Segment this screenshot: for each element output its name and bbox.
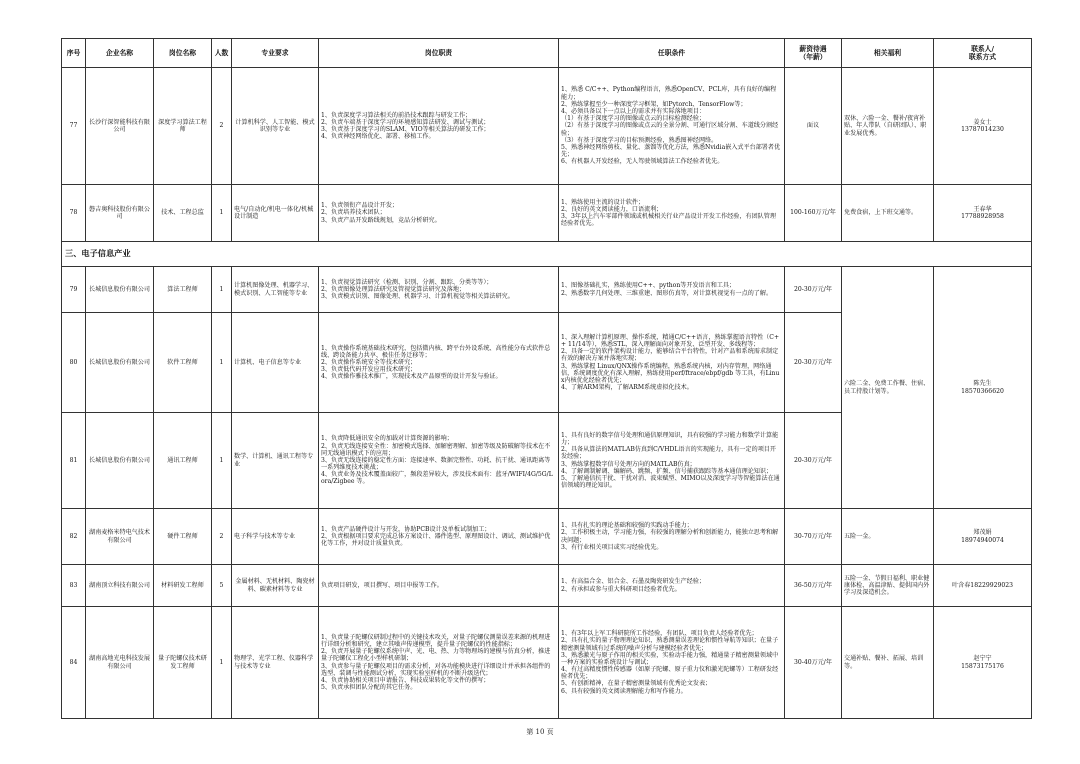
row-duties: 1、负责操作系统基础技术研究，包括微内核、跨平台外设系统、高性能分布式软件总线、跨设备能力共享、极佳任务迁移等； 2、负责操作系统安全等技术研究； 3、负责低代码开发应用技术研究； 4、负责操作雅技术推广，实现技术及产品原型的设计开发与验证。 <box>319 313 559 413</box>
row-count: 1 <box>212 413 232 509</box>
row-salary: 20-30万元/年 <box>785 313 842 413</box>
row-company: 长城信息股份有限公司 <box>86 313 154 413</box>
row-salary: 36-50万元/年 <box>785 565 842 607</box>
row-duties: 1、负责量子陀螺仪研制过程中的关键技术攻关，对量子陀螺仪测量误差来源的机理进行详细分析和研究，建立其噪声传递模型，提升量子陀螺仪的性能指标； 2、负责开展量子陀螺仪系统中声、光、电、热、力等物理场的建模与仿真分析，推进量子陀螺仪工程化小型样机研制； 3、负责参与量子陀螺仪项目的需求分析，对各功能模块进行详细设计并承担各组件的选型、装调与性能测试分析，实现实验室样机的不断升级迭代； 4、负责协助相关项目申请报告、科技成果转化等文件的撰写； 5、负责承担团队分配的其它任务。 <box>319 607 559 719</box>
row-no: 84 <box>62 607 86 719</box>
row-position: 深度学习算法工程师 <box>154 68 212 185</box>
row-benefits: 交通补贴、餐补、拓展、培训等。 <box>842 607 934 719</box>
header-no: 序号 <box>62 39 86 68</box>
row-company: 湖南麦格米特电气技术有限公司 <box>86 509 154 565</box>
row-requirements: 1、深入理解计算机原理、操作系统，精通C/C++语言，熟练掌握语言特性（C++ 11/14等），熟悉STL，深入理解面向对象开发、泛型开发、多线程等； 2、具备一定的软件架构设计能力，能够结合平台特性，针对产品和系统需求制定有效的解决方案并落地实现； 3、熟练掌握 Linux/QNX操作系统编程，熟悉系统内核，对内存管理，网络通信，系统调度优化有深入理解，熟练使用perf/ftrace/ebpf/gdb 等工具，有Linux内核优化经验者优先； 4、了解ARM架构，了解ARM系统虚拟化技术。 <box>559 313 785 413</box>
row-requirements: 1、有高温合金、铝合金、石墨及陶瓷研发生产经验； 2、有承担或参与重大科研项目经验者优先。 <box>559 565 785 607</box>
row-company: 长城信息股份有限公司 <box>86 413 154 509</box>
header-benefits: 相关福利 <box>842 39 934 68</box>
row-position: 量子陀螺仪技术研发工程师 <box>154 607 212 719</box>
job-table <box>61 38 1032 719</box>
row-major: 数学、计算机、通讯工程等专业 <box>232 413 319 509</box>
row-no: 82 <box>62 509 86 565</box>
row-duties: 1、负责领衔产品设计开发； 2、负责培养技术团队； 3、负责产品开发路线规划，竞品分析研究。 <box>319 185 559 242</box>
table-row <box>62 185 1032 242</box>
row-major: 金属材料、无机材料、陶瓷材料、碳素材料等专业 <box>232 565 319 607</box>
row-salary: 30-40万元/年 <box>785 607 842 719</box>
row-major: 计算机图像处理、机器学习、模式识别、人工智能等专业 <box>232 267 319 313</box>
row-contact: 王春华 17788928958 <box>934 185 1032 242</box>
row-no: 80 <box>62 313 86 413</box>
page-number: 第 10 页 <box>526 728 554 736</box>
row-position: 材料研发工程师 <box>154 565 212 607</box>
row-salary: 20-30万元/年 <box>785 413 842 509</box>
header-duties: 岗位职责 <box>319 39 559 68</box>
row-count: 1 <box>212 313 232 413</box>
table-row <box>62 607 1032 719</box>
row-company: 长城信息股份有限公司 <box>86 267 154 313</box>
row-salary: 20-30万元/年 <box>785 267 842 313</box>
header-position: 岗位名称 <box>154 39 212 68</box>
row-contact: 姜女士 13787014230 <box>934 68 1032 185</box>
row-benefits: 免费食宿，上下班交通等。 <box>842 185 934 242</box>
row-duties: 1、负责降低通讯安全的加载对计算资源的影响； 2、负责无线连接安全性：加密模式选择、加解密理解、加密等级及防破解等技术在不同无线通讯模式下的应用； 3、负责无线连接的稳定性方面：连接速率、数据完整性、功耗、抗干扰、通讯距离等一系列维度技术挑战； 4、负责业务及技术覆盖面较广，频段差异较大，涉及技术面有：蓝牙/WIFI/4G/5G/Lora/Zigbee 等。 <box>319 413 559 509</box>
header-major: 专业要求 <box>232 39 319 68</box>
row-company: 湖南顶立科技有限公司 <box>86 565 154 607</box>
row-count: 1 <box>212 267 232 313</box>
row-count: 2 <box>212 509 232 565</box>
header-requirements: 任职条件 <box>559 39 785 68</box>
document-page <box>61 38 1031 719</box>
row-major: 电气/自动化/机电一体化/机械设计制造 <box>232 185 319 242</box>
row-major: 计算机、电子信息等专业 <box>232 313 319 413</box>
row-count: 1 <box>212 607 232 719</box>
header-contact: 联系人/ 联系方式 <box>934 39 1032 68</box>
row-duties: 1、负责深度学习算法相关的前沿技术跟踪与研发工作； 2、负责车端基于深度学习的环境感知算法研发、调试与测试； 3、负责基于深度学习的SLAM、VIO等相关算法的研发工作； 4、负责神经网络优化、部署、移植工作。 <box>319 68 559 185</box>
row-contact: 叶含春18229929023 <box>934 565 1032 607</box>
row-company: 长沙行深智能科技有限公司 <box>86 68 154 185</box>
row-benefits: 五险一金、节假日福利、职业健康体检、高温津贴、提供国内外学习及深造机会。 <box>842 565 934 607</box>
row-duties: 1、负责产品硬件设计与开发，协助PCB设计及单板试制加工； 2、负责根据项目要求完成总体方案设计、器件选型、原理图设计、调试、测试维护优化等工作，并对设计质量负责。 <box>319 509 559 565</box>
row-requirements: 1、熟悉 C/C++、Python编程语言，熟悉OpenCV、PCL库，具有良好的编程能力； 2、熟练掌握至少一种深度学习框架，如Pytorch、TensorFlow等； 4、必须具备以下一点以上的需求并有实际落地项目： （1）有基于深度学习的图像或点云的目标检测经验； （2）有基于深度学习的图像或点云的全景分割、可通行区域分割、车道线分割经验； （3）有基于深度学习的目标预测经验，熟悉图神经网络。 5、熟悉神经网络剪枝、量化、蒸馏等优化方法，熟悉Nvidia嵌入式平台部署者优先； 6、有机器人开发经验，无人驾驶领域算法工作经验者优先。 <box>559 68 785 185</box>
row-company: 湖南高地光电科技发展有限公司 <box>86 607 154 719</box>
row-count: 5 <box>212 565 232 607</box>
row-position: 软件工程师 <box>154 313 212 413</box>
row-count: 2 <box>212 68 232 185</box>
row-no: 77 <box>62 68 86 185</box>
row-position: 硬件工程师 <box>154 509 212 565</box>
header-salary: 薪资待遇 （年薪） <box>785 39 842 68</box>
section-row <box>62 242 1032 267</box>
row-benefits: 五险一金。 <box>842 509 934 565</box>
row-major: 电子科学与技术等专业 <box>232 509 319 565</box>
row-requirements: 1、图像基础扎实，熟练使用C++、python等开发语言和工具； 2、熟悉数字几何处理、三维重建、图形仿真等，对计算机视觉有一点的了解。 <box>559 267 785 313</box>
row-benefits: 双休、六险一金、餐补/夜宵补贴、年人带队（自研团队）、职业发展优秀。 <box>842 68 934 185</box>
row-no: 78 <box>62 185 86 242</box>
table-row <box>62 565 1032 607</box>
header-row <box>62 39 1032 68</box>
row-no: 81 <box>62 413 86 509</box>
row-position: 算法工程师 <box>154 267 212 313</box>
row-duties: 负责项目研发，项目撰写、项目申报等工作。 <box>319 565 559 607</box>
row-position: 通讯工程师 <box>154 413 212 509</box>
row-count: 1 <box>212 185 232 242</box>
table-row <box>62 68 1032 185</box>
row-requirements: 1、具有良好的数字信号处理和通信原理知识，具有较强的学习能力和数学计算能力； 2、具备从算法的MATLAB仿真到C/VHDL语言的实现能力，具有一定的项目开发经验； 3、熟练掌握数字信号处理方向的MATLAB仿真； 4、了解调制解调、编解码、跳频、扩频、信号捕获跟踪等基本通信理论知识； 5、了解通信抗干扰、干扰对消、波束赋型、MIMO以及深度学习等智能算法在通信领域的理论知识。 <box>559 413 785 509</box>
row-no: 83 <box>62 565 86 607</box>
row-major: 物理学、光学工程、仪器科学与技术等专业 <box>232 607 319 719</box>
row-company: 磐吉奥科技股份有限公司 <box>86 185 154 242</box>
row-position: 技术、工程总监 <box>154 185 212 242</box>
header-count: 人数 <box>212 39 232 68</box>
header-company: 企业名称 <box>86 39 154 68</box>
table-row <box>62 267 1032 313</box>
row-requirements: 1、具有扎实的理论基础和较强的实践动手能力； 2、工作积极主动，学习能力强，有较强的理解分析和创新能力，能独立思考和解决问题； 3、有行业相关项目或实习经验优先。 <box>559 509 785 565</box>
row-requirements: 1、熟练使用主流的设计软件； 2、良好的英文阅读能力，口语流利； 3、3年以上汽车零部件领域或机械相关行业产品设计开发工作经验，有团队管理经验者优先。 <box>559 185 785 242</box>
row-no: 79 <box>62 267 86 313</box>
row-benefits: 六险二金、免费工作餐、住宿、员工持股计划等。 <box>842 267 934 509</box>
row-contact: 郑茂娟 18974940074 <box>934 509 1032 565</box>
row-salary: 30-70万元/年 <box>785 509 842 565</box>
row-contact: 赵宁宁 15873175176 <box>934 607 1032 719</box>
table-row <box>62 509 1032 565</box>
row-contact: 陈先生 18570366620 <box>934 267 1032 509</box>
row-duties: 1、负责视觉算法研究（检测、识别、分割、跟踪、分类等等）； 2、负责图像处理算法研究及管视觉算法研究及落地； 3、负责模式识别、图像处理、机器学习、计算机视觉等相关算法研究。 <box>319 267 559 313</box>
row-salary: 面议 <box>785 68 842 185</box>
section-title: 三、电子信息产业 <box>62 242 1032 267</box>
row-salary: 100-160万元/年 <box>785 185 842 242</box>
row-requirements: 1、有3年以上军工科研院所工作经验，有团队、项目负责人经验者优先； 2、具有扎实的量子物理理论知识，熟悉测量误差理论和惯性导航等知识；在量子精密测量领域有过系统的噪声分析与建模经验者优先； 3、熟悉激光与原子作用的相关实验，实验动手能力强，精通量子精密测量领域中一种方案的实验系统设计与调试； 4、有过高精度惯性传感器（如原子陀螺、原子重力仪和激光陀螺等）工程研发经验者优先； 5、有创新精神，在量子精密测量领域有优秀论文发表； 6、具有较强的英文阅读理解能力和写作能力。 <box>559 607 785 719</box>
row-major: 计算机科学、人工智能、模式识别等专业 <box>232 68 319 185</box>
